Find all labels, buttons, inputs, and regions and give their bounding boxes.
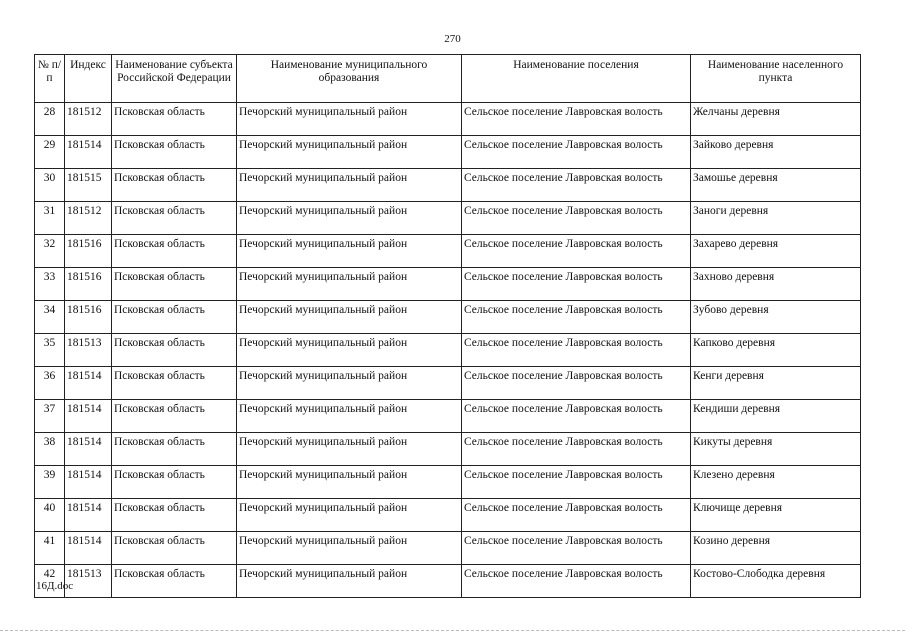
settlement-name: Сельское поселение Лавровская волость <box>462 499 691 532</box>
table-header-row <box>35 55 861 103</box>
row-number: 34 <box>35 301 65 334</box>
settlement-name: Сельское поселение Лавровская волость <box>462 532 691 565</box>
settlement-name: Сельское поселение Лавровская волость <box>462 367 691 400</box>
postal-index: 181513 <box>65 334 112 367</box>
settlement-name: Сельское поселение Лавровская волость <box>462 136 691 169</box>
subject-name: Псковская область <box>112 400 237 433</box>
row-number: 39 <box>35 466 65 499</box>
municipality-name: Печорский муниципальный район <box>237 202 462 235</box>
row-number: 41 <box>35 532 65 565</box>
locality-name: Козино деревня <box>691 532 861 565</box>
subject-name: Псковская область <box>112 466 237 499</box>
locality-name: Ключище деревня <box>691 499 861 532</box>
settlement-name: Сельское поселение Лавровская волость <box>462 301 691 334</box>
table-row <box>35 400 861 433</box>
table-row <box>35 433 861 466</box>
municipality-name: Печорский муниципальный район <box>237 268 462 301</box>
row-number: 38 <box>35 433 65 466</box>
municipality-name: Печорский муниципальный район <box>237 565 462 598</box>
settlement-name: Сельское поселение Лавровская волость <box>462 334 691 367</box>
subject-name: Псковская область <box>112 499 237 532</box>
table-row <box>35 367 861 400</box>
postal-index: 181516 <box>65 235 112 268</box>
municipality-name: Печорский муниципальный район <box>237 334 462 367</box>
locality-name: Захново деревня <box>691 268 861 301</box>
municipality-name: Печорский муниципальный район <box>237 136 462 169</box>
postal-index: 181512 <box>65 103 112 136</box>
municipality-name: Печорский муниципальный район <box>237 499 462 532</box>
table-row <box>35 235 861 268</box>
locality-name: Клезено деревня <box>691 466 861 499</box>
postal-index: 181514 <box>65 532 112 565</box>
header-subject: Наименование субъекта Российской Федерации <box>112 55 237 103</box>
table-row <box>35 565 861 598</box>
subject-name: Псковская область <box>112 367 237 400</box>
postal-index: 181514 <box>65 433 112 466</box>
subject-name: Псковская область <box>112 169 237 202</box>
municipality-name: Печорский муниципальный район <box>237 400 462 433</box>
settlement-name: Сельское поселение Лавровская волость <box>462 466 691 499</box>
municipality-name: Печорский муниципальный район <box>237 169 462 202</box>
table-row <box>35 103 861 136</box>
locality-name: Зубово деревня <box>691 301 861 334</box>
locality-name: Капково деревня <box>691 334 861 367</box>
postal-index: 181514 <box>65 466 112 499</box>
municipality-name: Печорский муниципальный район <box>237 301 462 334</box>
subject-name: Псковская область <box>112 235 237 268</box>
municipality-name: Печорский муниципальный район <box>237 466 462 499</box>
municipality-name: Печорский муниципальный район <box>237 433 462 466</box>
settlement-name: Сельское поселение Лавровская волость <box>462 565 691 598</box>
row-number: 37 <box>35 400 65 433</box>
header-municipality: Наименование муниципального образования <box>237 55 462 103</box>
row-number: 28 <box>35 103 65 136</box>
postal-index: 181515 <box>65 169 112 202</box>
locality-name: Заноги деревня <box>691 202 861 235</box>
locality-name: Зайково деревня <box>691 136 861 169</box>
postal-index: 181514 <box>65 499 112 532</box>
settlement-name: Сельское поселение Лавровская волость <box>462 400 691 433</box>
subject-name: Псковская область <box>112 532 237 565</box>
locality-name: Костово-Слободка деревня <box>691 565 861 598</box>
settlements-table <box>34 54 861 598</box>
table-row <box>35 334 861 367</box>
table-row <box>35 532 861 565</box>
row-number: 36 <box>35 367 65 400</box>
row-number: 40 <box>35 499 65 532</box>
subject-name: Псковская область <box>112 433 237 466</box>
subject-name: Псковская область <box>112 565 237 598</box>
subject-name: Псковская область <box>112 301 237 334</box>
municipality-name: Печорский муниципальный район <box>237 367 462 400</box>
header-number: № п/п <box>35 55 65 103</box>
settlement-name: Сельское поселение Лавровская волость <box>462 268 691 301</box>
postal-index: 181516 <box>65 268 112 301</box>
row-number: 35 <box>35 334 65 367</box>
table-row <box>35 499 861 532</box>
postal-index: 181513 <box>65 565 112 598</box>
page-number: 270 <box>444 33 461 45</box>
postal-index: 181514 <box>65 367 112 400</box>
table-row <box>35 268 861 301</box>
subject-name: Псковская область <box>112 103 237 136</box>
settlement-name: Сельское поселение Лавровская волость <box>462 202 691 235</box>
header-settlement: Наименование поселения <box>462 55 691 103</box>
table-row <box>35 202 861 235</box>
table-row <box>35 136 861 169</box>
header-index: Индекс <box>65 55 112 103</box>
row-number: 32 <box>35 235 65 268</box>
settlement-name: Сельское поселение Лавровская волость <box>462 235 691 268</box>
row-number: 29 <box>35 136 65 169</box>
table-row <box>35 466 861 499</box>
table-row <box>35 301 861 334</box>
postal-index: 181514 <box>65 400 112 433</box>
scan-edge-divider <box>0 630 905 632</box>
settlement-name: Сельское поселение Лавровская волость <box>462 169 691 202</box>
locality-name: Кикуты деревня <box>691 433 861 466</box>
settlement-name: Сельское поселение Лавровская волость <box>462 103 691 136</box>
row-number: 33 <box>35 268 65 301</box>
municipality-name: Печорский муниципальный район <box>237 532 462 565</box>
postal-index: 181514 <box>65 136 112 169</box>
table-row <box>35 169 861 202</box>
municipality-name: Печорский муниципальный район <box>237 103 462 136</box>
subject-name: Псковская область <box>112 268 237 301</box>
row-number: 42 <box>35 565 65 598</box>
row-number: 30 <box>35 169 65 202</box>
header-locality: Наименование населенного пункта <box>691 55 861 103</box>
table-body <box>35 103 861 598</box>
locality-name: Кенги деревня <box>691 367 861 400</box>
subject-name: Псковская область <box>112 334 237 367</box>
postal-index: 181516 <box>65 301 112 334</box>
municipality-name: Печорский муниципальный район <box>237 235 462 268</box>
postal-index: 181512 <box>65 202 112 235</box>
row-number: 31 <box>35 202 65 235</box>
locality-name: Замошье деревня <box>691 169 861 202</box>
settlement-name: Сельское поселение Лавровская волость <box>462 433 691 466</box>
locality-name: Кендиши деревня <box>691 400 861 433</box>
locality-name: Захарево деревня <box>691 235 861 268</box>
subject-name: Псковская область <box>112 202 237 235</box>
subject-name: Псковская область <box>112 136 237 169</box>
locality-name: Желчаны деревня <box>691 103 861 136</box>
document-filename: 16Д.doc <box>36 580 74 592</box>
